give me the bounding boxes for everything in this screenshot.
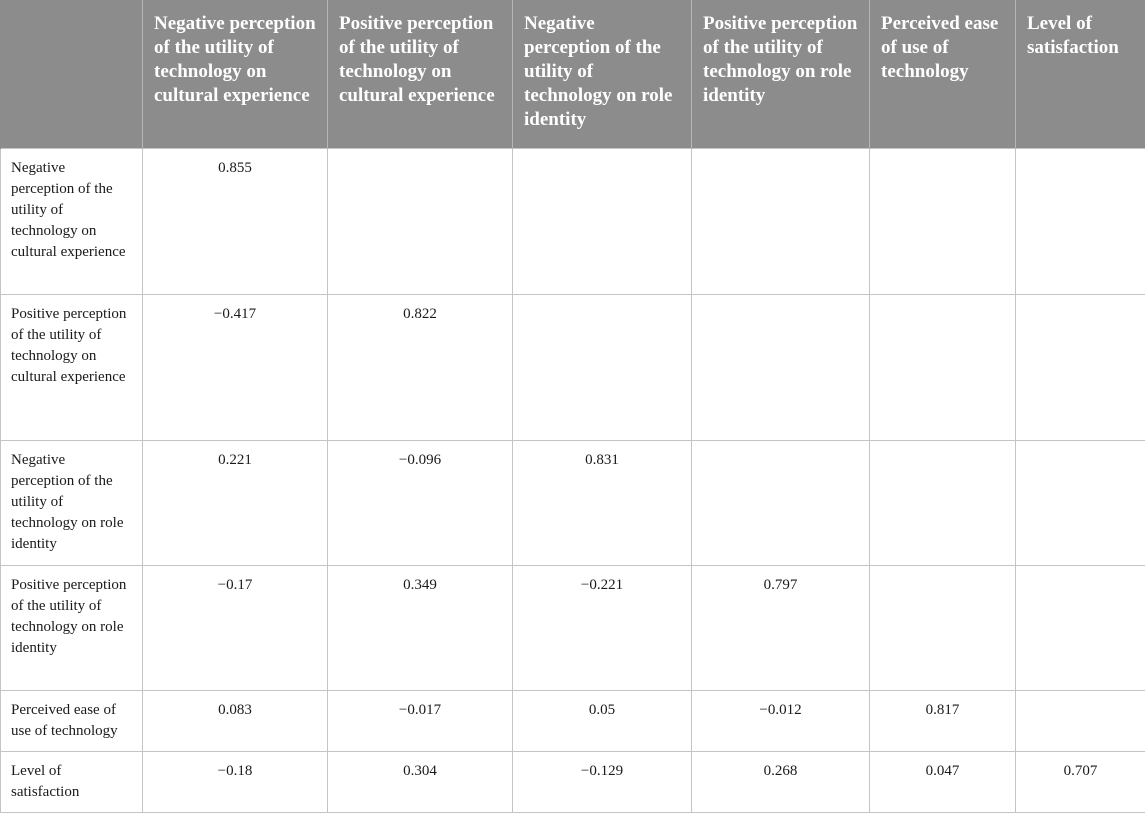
table-row bbox=[1, 148, 1145, 294]
table-cell bbox=[513, 294, 692, 440]
table-header bbox=[1, 0, 1145, 148]
header-cell-empty bbox=[1, 0, 143, 148]
table-cell: 0.855 bbox=[143, 148, 328, 294]
table-row bbox=[1, 751, 1145, 812]
table-cell: 0.268 bbox=[692, 751, 870, 812]
table-cell bbox=[513, 148, 692, 294]
header-cell-pos-role: Positive perception of the utility of technology on role identity bbox=[692, 0, 870, 148]
table-cell: −0.18 bbox=[143, 751, 328, 812]
table-cell: −0.129 bbox=[513, 751, 692, 812]
table-cell: 0.707 bbox=[1016, 751, 1145, 812]
header-cell-satisfaction: Level of satisfaction bbox=[1016, 0, 1145, 148]
table-cell bbox=[1016, 565, 1145, 690]
table-body bbox=[1, 148, 1145, 812]
row-label: Perceived ease of use of technology bbox=[1, 690, 143, 751]
table-cell: 0.05 bbox=[513, 690, 692, 751]
table-cell: 0.083 bbox=[143, 690, 328, 751]
table-cell bbox=[692, 294, 870, 440]
header-cell-neg-cultural: Negative perception of the utility of technology on cultural experience bbox=[143, 0, 328, 148]
table-cell: −0.017 bbox=[328, 690, 513, 751]
table-cell bbox=[1016, 294, 1145, 440]
row-label: Negative perception of the utility of technology on cultural experience bbox=[1, 148, 143, 294]
row-label: Level of satisfaction bbox=[1, 751, 143, 812]
table-cell bbox=[870, 440, 1016, 565]
header-cell-pos-cultural: Positive perception of the utility of technology on cultural experience bbox=[328, 0, 513, 148]
row-label: Negative perception of the utility of technology on role identity bbox=[1, 440, 143, 565]
table-cell: −0.221 bbox=[513, 565, 692, 690]
header-cell-neg-role: Negative perception of the utility of technology on role identity bbox=[513, 0, 692, 148]
row-label: Positive perception of the utility of technology on cultural experience bbox=[1, 294, 143, 440]
table-cell bbox=[870, 148, 1016, 294]
table-cell: 0.221 bbox=[143, 440, 328, 565]
table-cell: 0.047 bbox=[870, 751, 1016, 812]
table-row bbox=[1, 440, 1145, 565]
table-cell bbox=[870, 294, 1016, 440]
table-cell: −0.417 bbox=[143, 294, 328, 440]
table-cell bbox=[328, 148, 513, 294]
table-row bbox=[1, 690, 1145, 751]
table-cell: 0.797 bbox=[692, 565, 870, 690]
table-cell bbox=[692, 440, 870, 565]
header-row bbox=[1, 0, 1145, 148]
table-cell bbox=[1016, 148, 1145, 294]
table-cell: −0.17 bbox=[143, 565, 328, 690]
table-cell bbox=[692, 148, 870, 294]
table-cell: 0.349 bbox=[328, 565, 513, 690]
table-cell: 0.817 bbox=[870, 690, 1016, 751]
header-cell-ease-of-use: Perceived ease of use of technology bbox=[870, 0, 1016, 148]
table-cell: 0.822 bbox=[328, 294, 513, 440]
table-cell: 0.304 bbox=[328, 751, 513, 812]
table-cell: −0.012 bbox=[692, 690, 870, 751]
row-label: Positive perception of the utility of technology on role identity bbox=[1, 565, 143, 690]
table-row bbox=[1, 294, 1145, 440]
table-cell: −0.096 bbox=[328, 440, 513, 565]
table-cell bbox=[1016, 440, 1145, 565]
table-cell: 0.831 bbox=[513, 440, 692, 565]
table-cell bbox=[1016, 690, 1145, 751]
table-cell bbox=[870, 565, 1016, 690]
table-row bbox=[1, 565, 1145, 690]
